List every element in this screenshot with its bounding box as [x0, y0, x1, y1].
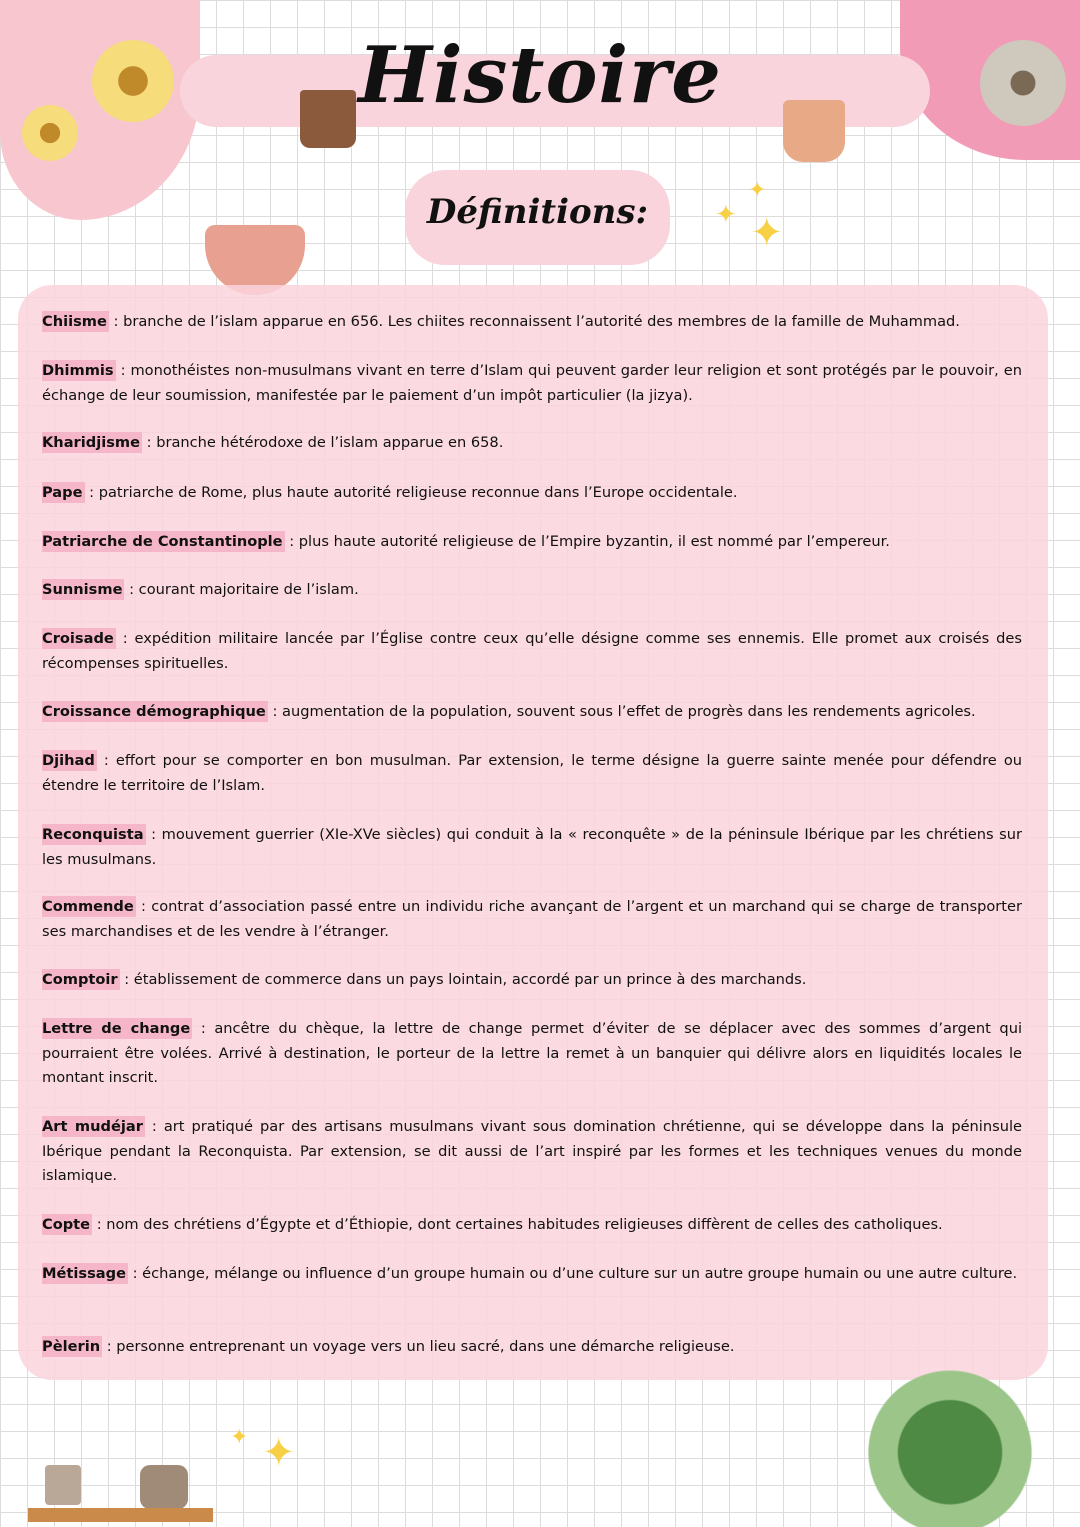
definition-text: : mouvement guerrier (XIe-XVe siècles) qui conduit à la « reconquête » de la péninsule Ibérique par les chrétiens sur les musulmans.	[42, 826, 1022, 868]
definition-term: Croissance démographique	[42, 703, 266, 720]
page-title: Histoire	[358, 30, 722, 121]
shelf	[28, 1508, 213, 1522]
definition-text: : ancêtre du chèque, la lettre de change permet d’éviter de se déplacer avec des sommes d’argent qui pourraient être volées. Arrivé à destination, le porteur de la lettre la remet à un banquier qui délivre alors en liquidités locales le montant inscrit.	[42, 1020, 1023, 1086]
definition-entry	[42, 700, 1022, 725]
definition-text: : branche hétérodoxe de l’islam apparue en 658.	[142, 434, 504, 451]
definition-term: Chiisme	[42, 313, 107, 330]
definition-term: Djihad	[42, 752, 95, 769]
definition-entry	[42, 431, 1022, 456]
definition-text: : courant majoritaire de l’islam.	[124, 581, 359, 598]
definition-text: : contrat d’association passé entre un individu riche avançant de l’argent et un marchand qui se charge de transporter ses marchandises et de les vendre à l’étranger.	[42, 898, 1022, 940]
definition-entry	[42, 1262, 1022, 1287]
definition-term: Commende	[42, 898, 134, 915]
definition-entry	[42, 310, 1022, 335]
definition-text: : établissement de commerce dans un pays lointain, accordé par un prince à des marchands.	[119, 971, 807, 988]
definition-entry	[42, 530, 1022, 555]
definition-text: : patriarche de Rome, plus haute autorité religieuse reconnue dans l’Europe occidentale.	[84, 484, 738, 501]
definition-term: Pèlerin	[42, 1338, 101, 1355]
definition-text: : échange, mélange ou influence d’un groupe humain ou d’une culture sur un autre groupe humain ou une autre culture.	[127, 1265, 1018, 1282]
definition-term: Art mudéjar	[42, 1118, 143, 1135]
definition-entry	[42, 1115, 1022, 1189]
definition-text: : art pratiqué par des artisans musulmans vivant sous domination chrétienne, qui se développe dans la péninsule Ibérique pendant la Reconquista. Par extension, se dit aussi de l’art inspiré par les formes et les techniques venues du monde islamique.	[42, 1118, 1022, 1184]
definition-entry	[42, 578, 1022, 603]
definition-term: Dhimmis	[42, 362, 114, 379]
definition-entry	[42, 749, 1022, 798]
definition-term: Lettre de change	[42, 1020, 191, 1037]
definition-text: : personne entreprenant un voyage vers un lieu sacré, dans une démarche religieuse.	[102, 1338, 735, 1355]
sparkle-icon: ✦	[262, 1430, 296, 1476]
definition-term: Croisade	[42, 630, 114, 647]
definition-text: : branche de l’islam apparue en 656. Les chiites reconnaissent l’autorité des membres de la famille de Muhammad.	[108, 313, 960, 330]
definition-text: : expédition militaire lancée par l’Église contre ceux qu’elle désigne comme ses ennemis. Elle promet aux croisés des récompenses spirituelles.	[42, 630, 1022, 672]
definition-entry	[42, 627, 1022, 676]
sparkle-icon: ✦	[715, 200, 737, 230]
definition-term: Pape	[42, 484, 83, 501]
sparkle-icon: ✦	[230, 1425, 249, 1450]
definition-text: : nom des chrétiens d’Égypte et d’Éthiopie, dont certaines habitudes religieuses diffèrent de celles des catholiques.	[92, 1216, 943, 1233]
definition-entry	[42, 1213, 1022, 1238]
potted-plant-icon	[45, 1465, 81, 1505]
definition-text: : monothéistes non-musulmans vivant en terre d’Islam qui peuvent garder leur religion et sont protégés par le pouvoir, en échange de leur soumission, manifestée par le paiement d’un impôt particulier (la jizya).	[42, 362, 1022, 404]
definition-entry	[42, 823, 1022, 872]
potted-plant-icon	[300, 90, 356, 148]
section-title: Définitions:	[426, 192, 649, 232]
definition-term: Patriarche de Constantinople	[42, 533, 283, 550]
definition-entry	[42, 968, 1022, 993]
definition-entry	[42, 1017, 1022, 1091]
potted-plant-icon	[783, 100, 845, 162]
definition-text: : augmentation de la population, souvent sous l’effet de progrès dans les rendements agricoles.	[267, 703, 976, 720]
definition-text: : plus haute autorité religieuse de l’Empire byzantin, il est nommé par l’empereur.	[284, 533, 890, 550]
definition-term: Comptoir	[42, 971, 118, 988]
definition-entry	[42, 481, 1022, 506]
definition-text: : effort pour se comporter en bon musulman. Par extension, le terme désigne la guerre sainte menée pour défendre ou étendre le territoire de l’Islam.	[42, 752, 1022, 794]
definition-term: Kharidjisme	[42, 434, 140, 451]
monstera-plant-icon	[855, 1340, 1045, 1527]
definition-entry	[42, 895, 1022, 944]
definition-term: Sunnisme	[42, 581, 123, 598]
definition-term: Reconquista	[42, 826, 144, 843]
potted-plant-icon	[140, 1465, 188, 1509]
sparkle-icon: ✦	[750, 210, 784, 256]
sparkle-icon: ✦	[748, 178, 767, 203]
definition-term: Métissage	[42, 1265, 126, 1282]
definition-term: Copte	[42, 1216, 91, 1233]
definition-entry	[42, 359, 1022, 408]
